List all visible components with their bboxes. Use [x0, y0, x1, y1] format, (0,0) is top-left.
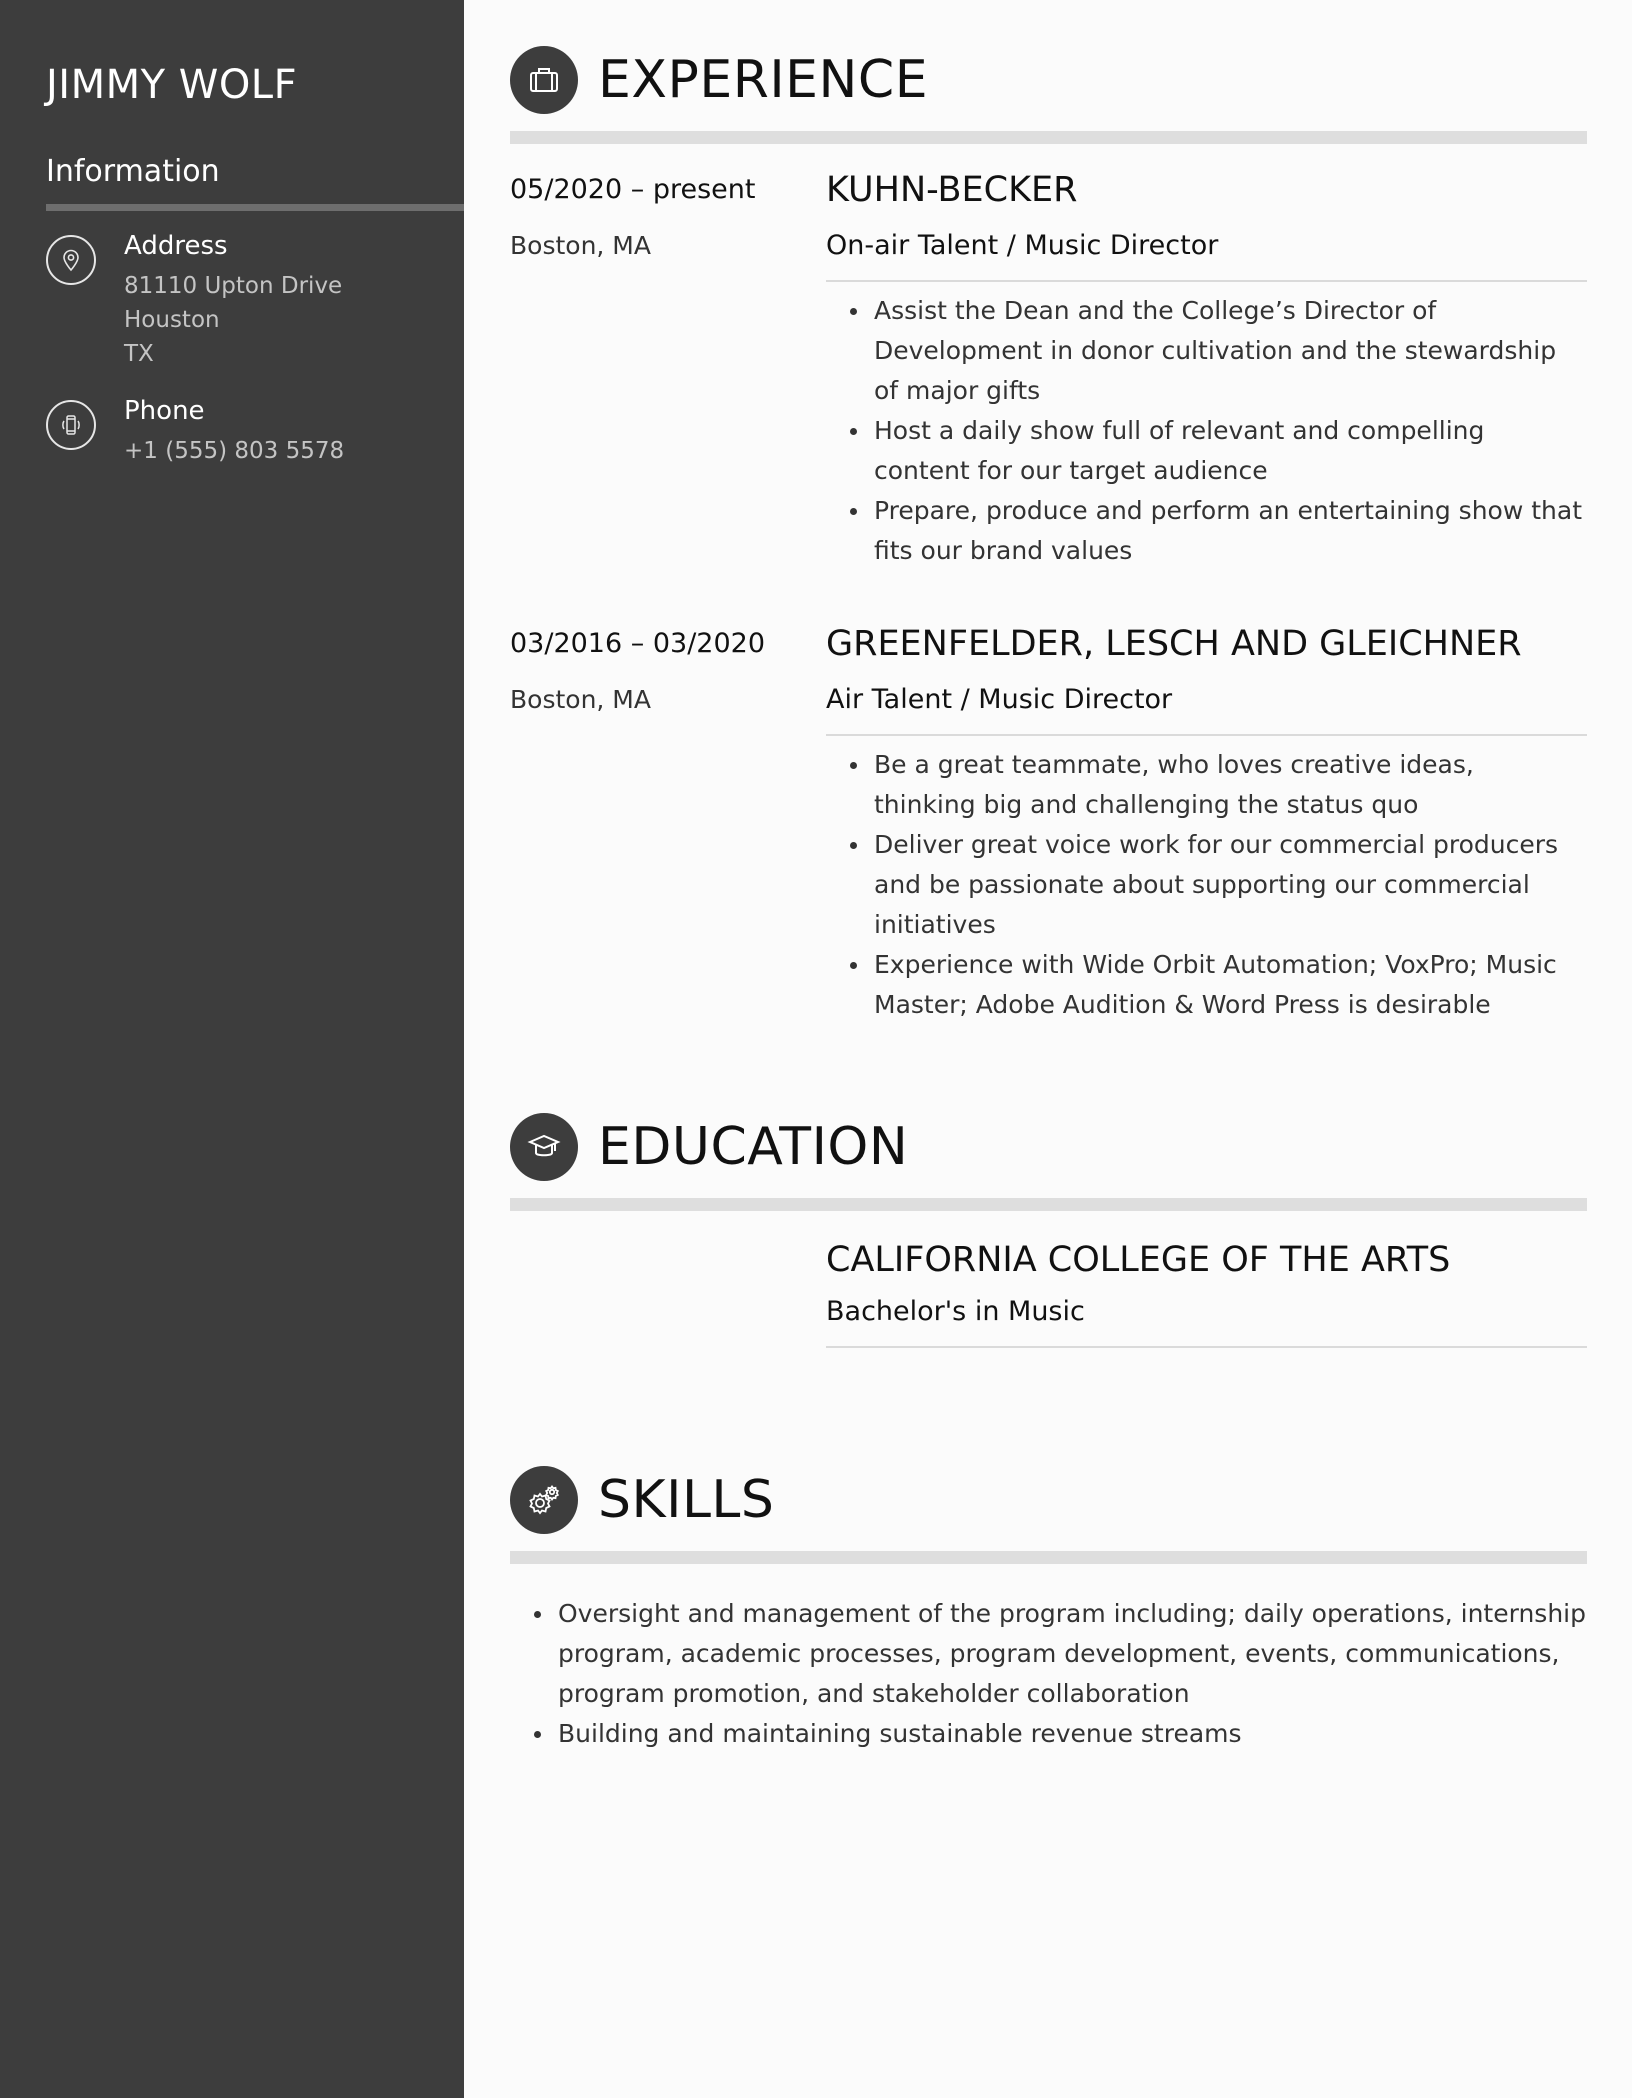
job-company: GREENFELDER, LESCH AND GLEICHNER [826, 624, 1522, 664]
skills-list [510, 1594, 1587, 1754]
list-item: Oversight and management of the program including; daily operations, internship program, academic processes, program development, events, communications, program promotion, and stakeholder collaboration [510, 1594, 1587, 1714]
job-company: KUHN-BECKER [826, 170, 1078, 210]
job-role: Air Talent / Music Director [826, 684, 1173, 715]
list-item: Be a great teammate, who loves creative ideas, thinking big and challenging the status quo [826, 745, 1582, 825]
address-line: 81110 Upton Drive [124, 273, 343, 299]
job-role: On-air Talent / Music Director [826, 230, 1219, 261]
experience-divider [510, 131, 1587, 144]
address-label: Address [124, 231, 228, 261]
list-item: Assist the Dean and the College’s Director of Development in donor cultivation and the stewardship of major gifts [826, 291, 1582, 411]
list-item: Prepare, produce and perform an entertaining show that fits our brand values [826, 491, 1582, 571]
education-divider [510, 1198, 1587, 1211]
phone-label: Phone [124, 396, 205, 426]
list-item: Experience with Wide Orbit Automation; VoxPro; Music Master; Adobe Audition & Word Press is desirable [826, 945, 1582, 1025]
phone-value: +1 (555) 803 5578 [124, 438, 345, 464]
education-heading: EDUCATION [598, 1117, 909, 1177]
address-line: Houston [124, 307, 220, 333]
job-divider [826, 280, 1587, 282]
skills-heading: SKILLS [598, 1470, 775, 1530]
experience-heading: EXPERIENCE [598, 50, 929, 110]
briefcase-icon [510, 46, 578, 114]
graduation-cap-icon [510, 1113, 578, 1181]
job-location: Boston, MA [510, 685, 651, 714]
skills-divider [510, 1551, 1587, 1564]
candidate-name: JIMMY WOLF [46, 62, 298, 108]
gears-icon [510, 1466, 578, 1534]
list-item: Host a daily show full of relevant and compelling content for our target audience [826, 411, 1582, 491]
education-entry-divider [826, 1346, 1587, 1348]
job-bullets [826, 745, 1582, 1025]
address-line: TX [124, 341, 154, 367]
degree: Bachelor's in Music [826, 1296, 1085, 1327]
job-location: Boston, MA [510, 231, 651, 260]
job-dates: 05/2020 – present [510, 174, 756, 205]
job-divider [826, 734, 1587, 736]
information-heading: Information [46, 154, 220, 189]
job-bullets [826, 291, 1582, 571]
job-dates: 03/2016 – 03/2020 [510, 628, 765, 659]
list-item: Deliver great voice work for our commercial producers and be passionate about supporting our commercial initiatives [826, 825, 1582, 945]
school-name: CALIFORNIA COLLEGE OF THE ARTS [826, 1240, 1451, 1280]
list-item: Building and maintaining sustainable revenue streams [510, 1714, 1587, 1754]
